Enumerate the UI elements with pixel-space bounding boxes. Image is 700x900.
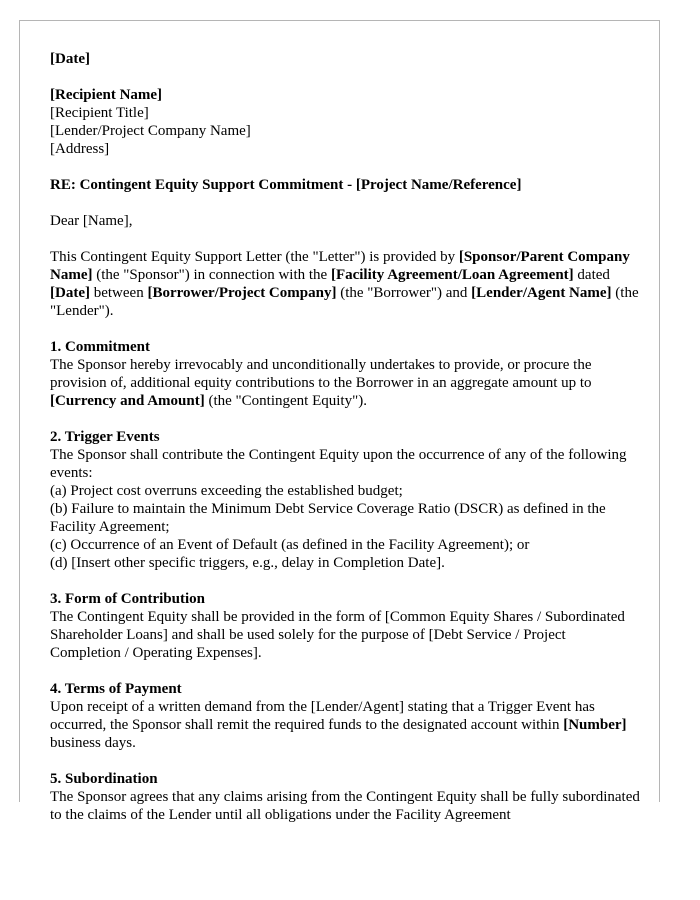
section-text: The Contingent Equity shall be provided in the form of [Common Equity Shares / Subordinated Shareholder Loans] and shall be used solely for the purpose of [Debt Service / Project Completion / Operating Expenses]. — [50, 609, 625, 661]
sponsor-name: [Sponsor/Parent Company Name] — [50, 249, 630, 283]
section-text: Upon receipt of a written demand from the [Lender/Agent] stating that a Trigger Event has occurred, the Sponsor shall remit the required funds to the designated account within — [50, 699, 595, 733]
letter-body — [50, 50, 640, 842]
section-form-of-contribution — [50, 590, 640, 662]
list-item: (c) Occurrence of an Event of Default (as defined in the Facility Agreement); or — [50, 537, 530, 553]
section-text: (the "Contingent Equity"). — [204, 393, 367, 409]
section-text: The Sponsor shall contribute the Contingent Equity upon the occurrence of any of the following events: — [50, 447, 627, 481]
intro-text: This Contingent Equity Support Letter (the "Letter") is provided by — [50, 249, 459, 265]
business-days-number: [Number] — [563, 717, 627, 733]
section-text: The Sponsor agrees that any claims arising from the Contingent Equity shall be fully subordinated to the claims of the Lender until all obligations under the Facility Agreement — [50, 789, 640, 823]
letter-page — [19, 20, 660, 823]
recipient-block — [50, 86, 640, 158]
section-text: The Sponsor hereby irrevocably and unconditionally undertakes to provide, or procure the provision of, additional equity contributions to the Borrower in an aggregate amount up to — [50, 357, 592, 391]
section-text: business days. — [50, 735, 136, 751]
section-subordination — [50, 770, 640, 824]
list-item: (a) Project cost overruns exceeding the established budget; — [50, 483, 403, 499]
recipient-name: [Recipient Name] — [50, 87, 163, 103]
intro-text: (the "Borrower") and — [336, 285, 472, 301]
facility-agreement: [Facility Agreement/Loan Agreement] — [330, 267, 574, 283]
list-item: (b) Failure to maintain the Minimum Debt Service Coverage Ratio (DSCR) as defined in the Facility Agreement; — [50, 501, 606, 535]
intro-paragraph — [50, 248, 640, 320]
date-block — [50, 50, 640, 68]
section-title: 4. Terms of Payment — [50, 681, 182, 697]
section-terms-of-payment — [50, 680, 640, 752]
recipient-title: [Recipient Title] — [50, 105, 149, 121]
subject-line — [50, 176, 640, 194]
section-title: 5. Subordination — [50, 771, 158, 787]
subject-text: RE: Contingent Equity Support Commitment - [Project Name/Reference] — [50, 177, 522, 193]
borrower-name: [Borrower/Project Company] — [147, 285, 337, 301]
section-title: 2. Trigger Events — [50, 429, 160, 445]
list-item: (d) [Insert other specific triggers, e.g., delay in Completion Date]. — [50, 555, 445, 571]
section-title: 3. Form of Contribution — [50, 591, 205, 607]
intro-text: (the "Lender"). — [50, 285, 639, 319]
intro-text: (the "Sponsor") in connection with the — [92, 267, 331, 283]
recipient-address: [Address] — [50, 141, 110, 157]
currency-amount: [Currency and Amount] — [50, 393, 205, 409]
section-commitment — [50, 338, 640, 410]
intro-text: between — [89, 285, 148, 301]
letter-date: [Date] — [50, 51, 90, 67]
lender-name: [Lender/Agent Name] — [471, 285, 612, 301]
salutation: Dear [Name], — [50, 213, 133, 229]
section-title: 1. Commitment — [50, 339, 150, 355]
recipient-company: [Lender/Project Company Name] — [50, 123, 251, 139]
section-trigger-events — [50, 428, 640, 572]
agreement-date: [Date] — [50, 285, 90, 301]
intro-text: dated — [573, 267, 610, 283]
